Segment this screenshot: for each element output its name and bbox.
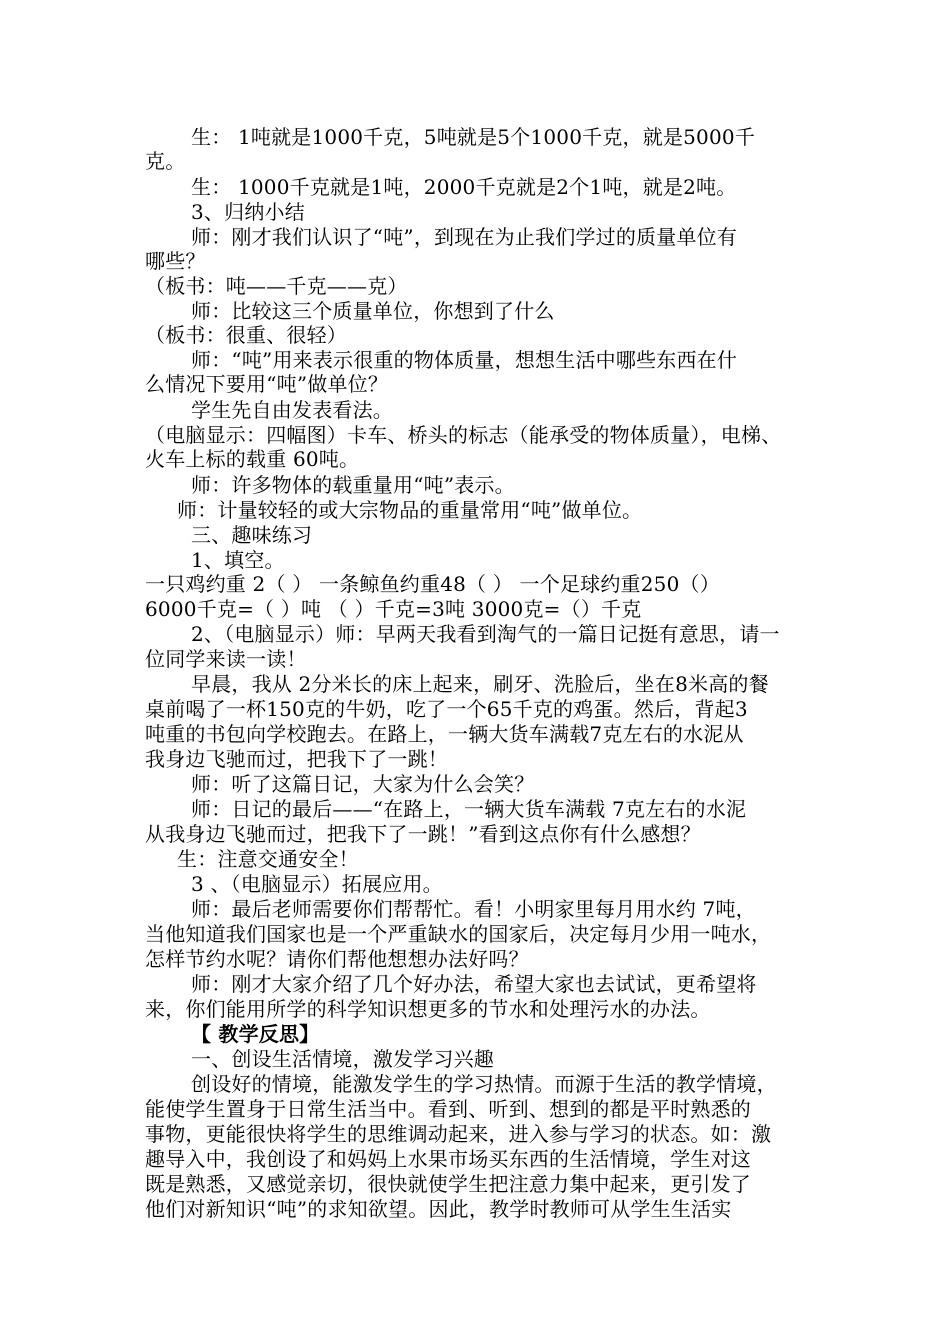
exercise-line: 6000千克=（ ）吨 （ ）千克=3吨 3000克=（）千克 bbox=[145, 597, 642, 621]
text-line: 师：听了这篇日记，大家为什么会笑？ bbox=[191, 772, 535, 796]
text-line: 他们对新知识“吨”的求知欲望。因此，教学时教师可从学生生活实 bbox=[145, 1197, 732, 1221]
text-line: 师：刚才大家介绍了几个好办法，希望大家也去试试，更希望将 bbox=[191, 972, 757, 996]
text-line: 从我身边飞驰而过，把我下了一跳！”看到这点你有什么感想？ bbox=[145, 822, 701, 846]
text-line: （板书：吨——千克——克） bbox=[145, 274, 408, 298]
text-line: 克。 bbox=[145, 149, 186, 173]
text-line: 2、（电脑显示）师：早两天我看到淘气的一篇日记挺有意思，请一 bbox=[191, 622, 780, 646]
text-line: 怎样节约水呢？请你们帮他想想办法好吗？ bbox=[145, 947, 529, 971]
text-line: 来，你们能用所学的科学知识想更多的节水和处理污水的办法。 bbox=[145, 997, 711, 1021]
text-line: 师：许多物体的载重量用“吨”表示。 bbox=[191, 473, 515, 497]
section-heading: 三、趣味练习 bbox=[191, 523, 313, 547]
text-line: 火车上标的载重 60吨。 bbox=[145, 447, 360, 471]
text-line: 我身边飞驰而过，把我下了一跳！ bbox=[145, 747, 448, 771]
text-line: 3 、（电脑显示）拓展应用。 bbox=[191, 872, 443, 896]
section-heading: 3、归纳小结 bbox=[191, 200, 305, 224]
text-line: 位同学来读一读！ bbox=[145, 647, 307, 671]
text-line: （电脑显示：四幅图）卡车、桥头的标志（能承受的物体质量），电梯、 bbox=[145, 423, 782, 447]
text-line: 生：注意交通安全！ bbox=[177, 847, 359, 871]
text-line: 趣导入中，我创设了和妈妈上水果市场买东西的生活情境，学生对这 bbox=[145, 1147, 751, 1171]
text-line: 既是熟悉，又感觉亲切，很快就使学生把注意力集中起来，更引发了 bbox=[145, 1172, 751, 1196]
text-line: 1、填空。 bbox=[191, 548, 285, 572]
text-line: 桌前喝了一杯150克的牛奶，吃了一个65千克的鸡蛋。然后，背起3 bbox=[145, 697, 748, 721]
text-line: 当他知道我们国家也是一个严重缺水的国家后，决定每月少用一吨水， bbox=[145, 922, 772, 946]
text-line: 师：最后老师需要你们帮帮忙。看！小明家里每月用水约 7吨， bbox=[191, 897, 756, 921]
text-line: 么情况下要用“吨”做单位？ bbox=[145, 372, 389, 396]
text-line: 早晨，我从 2分米长的床上起来，刷牙、洗脸后，坐在8米高的餐 bbox=[191, 672, 769, 696]
text-line: 师：比较这三个质量单位，你想到了什么 bbox=[191, 299, 555, 323]
text-line: 能使学生置身于日常生活当中。看到、听到、想到的都是平时熟悉的 bbox=[145, 1097, 751, 1121]
text-line: 事物，更能很快将学生的思维调动起来，进入参与学习的状态。如：激 bbox=[145, 1122, 772, 1146]
text-line: 生： 1吨就是1000千克，5吨就是5个1000千克，就是5000千 bbox=[191, 125, 756, 149]
text-line: 师：刚才我们认识了“吨”，到现在为止我们学过的质量单位有 bbox=[191, 225, 738, 249]
text-line: 创设好的情境，能激发学生的学习热情。而源于生活的教学情境， bbox=[191, 1072, 777, 1096]
text-line: 师：“吨”用来表示很重的物体质量，想想生活中哪些东西在什 bbox=[191, 348, 738, 372]
text-line: 学生先自由发表看法。 bbox=[191, 398, 393, 422]
section-heading: 【 教学反思】 bbox=[191, 1022, 320, 1046]
section-heading: 一、创设生活情境，激发学习兴趣 bbox=[191, 1047, 494, 1071]
text-line: 吨重的书包向学校跑去。在路上，一辆大货车满载7克左右的水泥从 bbox=[145, 722, 744, 746]
text-line: （板书：很重、很轻） bbox=[145, 323, 347, 347]
text-line: 生： 1000千克就是1吨，2000千克就是2个1吨，就是2吨。 bbox=[191, 175, 737, 199]
text-line: 师：计量较轻的或大宗物品的重量常用“吨”做单位。 bbox=[177, 498, 643, 522]
exercise-line: 一只鸡约重 2（ ） 一条鲸鱼约重48（ ） 一个足球约重250（） bbox=[145, 572, 720, 596]
text-line: 师：日记的最后——“在路上，一辆大货车满载 7克左右的水泥 bbox=[191, 797, 747, 821]
text-line: 哪些？ bbox=[145, 249, 206, 273]
